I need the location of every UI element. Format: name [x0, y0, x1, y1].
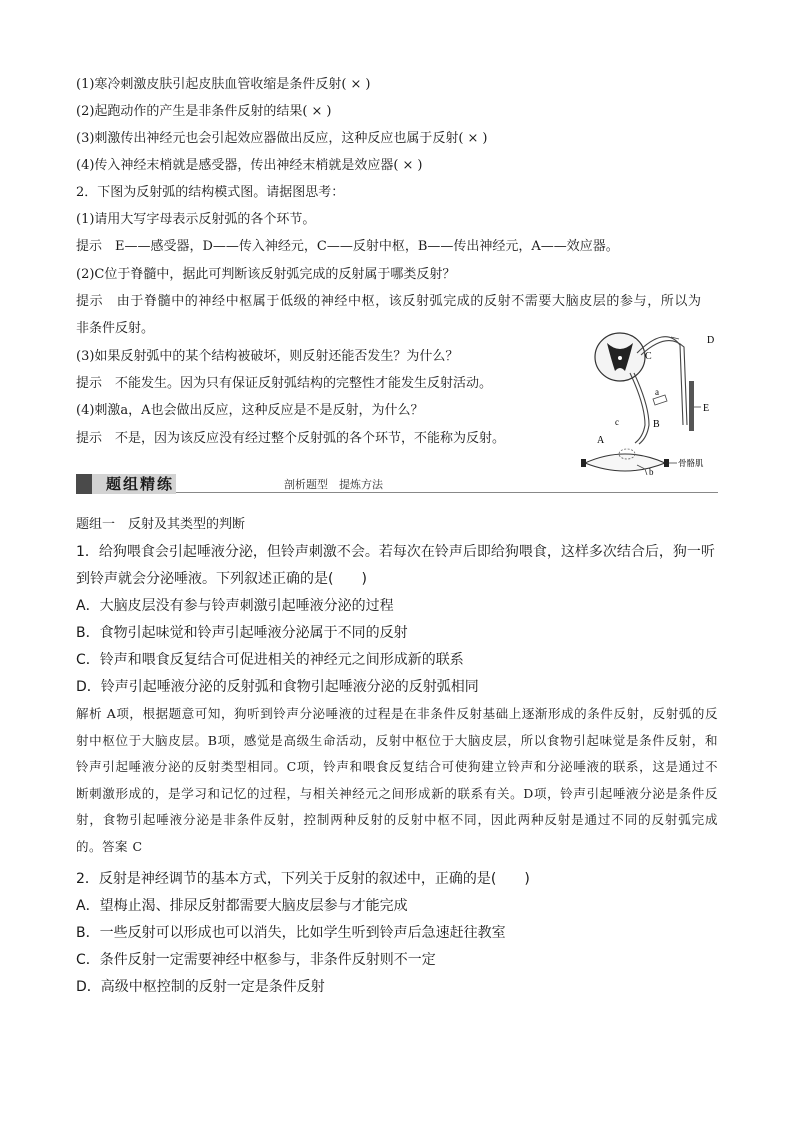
judgment-text: (3)刺激传出神经元也会引起效应器做出反应，这种反应也属于反射(	[76, 131, 464, 146]
q1-option-d: D．铃声引起唾液分泌的反射弧和食物引起唾液分泌的反射弧相同	[76, 679, 479, 695]
cross-mark: ×	[350, 77, 362, 92]
q2-hint: 提示 E——感受器，D——传入神经元，C——反射中枢，B——传出神经元，A——效应器。	[76, 239, 619, 254]
tendon-right	[664, 459, 669, 467]
judgment-line-3	[76, 130, 487, 148]
judgment-line-2	[76, 103, 331, 121]
section-subtitle: 剖析题型 提炼方法	[284, 478, 383, 491]
q2-hint-cont: 非条件反射。	[76, 321, 155, 336]
label-E: E	[703, 403, 710, 414]
q2-option-c: C．条件反射一定需要神经中枢参与，非条件反射则不一定	[76, 952, 436, 968]
judgment-text: (1)寒冷刺激皮肤引起皮肤血管收缩是条件反射(	[76, 77, 347, 92]
judgment-text: (4)传入神经末梢就是感受器，传出神经末梢就是效应器(	[76, 158, 399, 173]
judgment-line-1	[76, 76, 370, 94]
q2-stem: 2．反射是神经调节的基本方式，下列关于反射的叙述中，正确的是( )	[76, 871, 530, 887]
q2-item: (4)刺激a，A也会做出反应，这种反应是不是反射，为什么？	[76, 403, 424, 418]
section-banner	[76, 474, 718, 494]
banner-rule	[176, 492, 718, 493]
q2-option-b: B．一些反射可以形成也可以消失，比如学生听到铃声后急速赶往教室	[76, 925, 506, 941]
central-canal	[618, 356, 622, 360]
label-b: b	[649, 467, 654, 475]
label-c: c	[615, 417, 619, 427]
label-muscle: 骨骼肌	[678, 459, 704, 469]
judgment-close: )	[417, 158, 423, 173]
cross-mark: ×	[311, 104, 323, 119]
cross-mark: ×	[467, 131, 479, 146]
judgment-close: )	[482, 131, 488, 146]
q2-item: (3)如果反射弧中的某个结构被破坏，则反射还能否发生？为什么？	[76, 349, 459, 364]
judgment-line-4	[76, 157, 422, 175]
q1-option-c: C．铃声和喂食反复结合可促进相关的神经元之间形成新的联系	[76, 652, 464, 668]
cross-mark: ×	[402, 158, 414, 173]
q2-hint: 提示 不是，因为该反应没有经过整个反射弧的各个环节，不能称为反射。	[76, 431, 506, 446]
receptor-bar	[689, 381, 694, 431]
tendon-left	[581, 459, 586, 467]
label-A: A	[597, 435, 605, 446]
label-D: D	[707, 335, 715, 346]
q2-item: (2)C位于脊髓中，据此可判断该反射弧完成的反射属于哪类反射？	[76, 267, 456, 282]
efferent-nerve	[630, 373, 645, 443]
efferent-nerve-outline	[634, 373, 649, 444]
judgment-close: )	[365, 77, 371, 92]
q2-intro: 2．下图为反射弧的结构模式图。请据图思考：	[76, 185, 345, 200]
label-C: C	[645, 351, 652, 362]
label-a: a	[655, 387, 659, 397]
q1-option-a: A．大脑皮层没有参与铃声刺激引起唾液分泌的过程	[76, 598, 394, 614]
label-B: B	[653, 419, 660, 430]
q2-hint: 提示 不能发生。因为只有保证反射弧结构的完整性才能发生反射活动。	[76, 376, 493, 391]
q2-option-d: D．高级中枢控制的反射一定是条件反射	[76, 979, 325, 995]
q2-option-a: A．望梅止渴、排尿反射都需要大脑皮层参与才能完成	[76, 898, 408, 914]
group1-title: 题组一 反射及其类型的判断	[76, 517, 246, 532]
judgment-close: )	[326, 104, 332, 119]
q1-stem: 1．给狗喂食会引起唾液分泌，但铃声刺激不会。若每次在铃声后即给狗喂食，这样多次结合后，狗一听到铃声就会分泌唾液。下列叙述正确的是( )	[76, 544, 715, 587]
q1-option-b: B．食物引起味觉和铃声引起唾液分泌属于不同的反射	[76, 625, 408, 641]
judgment-text: (2)起跑动作的产生是非条件反射的结果(	[76, 104, 308, 119]
section-title: 题组精练	[106, 475, 175, 493]
q2-hint: 提示 由于脊髓中的神经中枢属于低级的神经中枢，该反射弧完成的反射不需要大脑皮层的参与，所以为	[76, 294, 702, 309]
q2-item: (1)请用大写字母表示反射弧的各个环节。	[76, 212, 316, 227]
reflex-arc-figure	[575, 325, 725, 475]
q1-analysis: 解析 A项，根据题意可知，狗听到铃声分泌唾液的过程是在非条件反射基础上逐渐形成的条件反射，反射弧的反射中枢位于大脑皮层。B项，感觉是高级生命活动，反射中枢位于大脑皮层，所以食物引起味觉是条件反射，和铃声引起唾液分泌的反射类型相同。C项，铃声和喂食反复结合可使狗建立铃声和分泌唾液的联系，这是通过不断刺激形成的，是学习和记忆的过程，与相关神经元之间形成新的联系有关。D项，铃声引起唾液分泌是条件反射，食物引起唾液分泌是非条件反射，控制两种反射的反射中枢不同，因此两种反射是通过不同的反射弧完成的。答案 C	[76, 706, 718, 854]
